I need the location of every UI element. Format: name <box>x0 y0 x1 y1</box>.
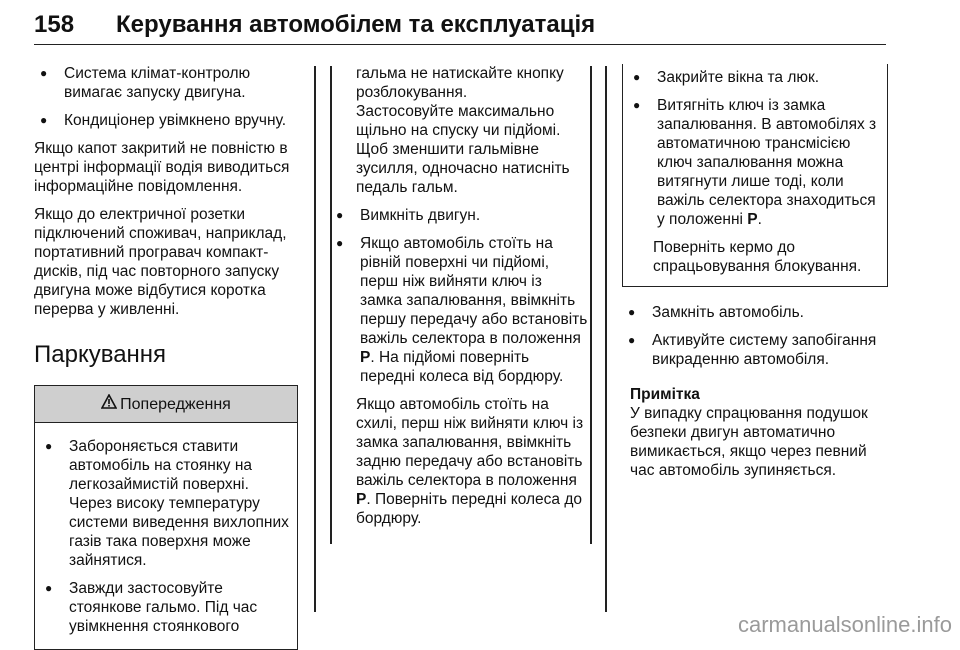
watermark: carmanualsonline.info <box>737 612 952 637</box>
paragraph: Якщо капот закритий не повністю в центрі інформації водія виводиться інформаційне повідомлення. <box>34 140 290 195</box>
warning-box-edge <box>330 66 332 544</box>
page-header <box>34 6 886 45</box>
warning-box-end <box>622 64 888 287</box>
note-title: Примітка <box>630 386 700 403</box>
page-title: Керування автомобілем та експлуатація <box>116 11 596 38</box>
warning-box-edge <box>590 66 592 544</box>
list-item: ● Забороняється ставити автомобіль на стоянку на легкозаймистій поверхні. Через високу температуру системи виведення вихлопних газів така поверхня може зайнятися. <box>39 437 291 570</box>
warning-continuation: гальма не натискайте кнопку розблокування. <box>356 65 564 101</box>
list-item: ● Кондиціонер увімкнено вручну. <box>34 111 298 130</box>
column-divider-1 <box>314 66 316 612</box>
section-title: Паркування <box>34 341 167 368</box>
list-item: ● Закрийте вікна та люк. <box>627 68 881 87</box>
column-2 <box>330 64 588 528</box>
paragraph: Поверніть кермо до спрацьовування блокування. <box>653 239 862 275</box>
warning-icon <box>101 394 117 414</box>
paragraph: Якщо автомобіль стоїть на схилі, перш ніж вийняти ключ із замка запалювання, ввімкніть задню передачу або встановіть важіль селектора в положення P. Поверніть передні колеса до бордюру. <box>356 396 584 527</box>
list-item: ● Замкніть автомобіль. <box>622 303 888 322</box>
note-text: У випадку спрацювання подушок безпеки двигун автоматично вимикається, якщо через певний час автомобіль зупиняється. <box>630 405 868 479</box>
column-1 <box>34 64 298 650</box>
list-item: ● Витягніть ключ із замка запалювання. В автомобілях з автоматичною трансмісією ключ запалювання можна витягнути лише тоді, коли важіль селектора знаходиться у положенні P. <box>627 96 881 229</box>
column-divider-2 <box>605 66 607 612</box>
list-item: ● Вимкніть двигун. <box>330 206 588 225</box>
page-number: 158 <box>34 11 75 38</box>
column-3 <box>622 64 888 480</box>
warning-header <box>35 385 297 423</box>
warning-title: Попередження <box>120 395 231 413</box>
list-item: ● Якщо автомобіль стоїть на рівній поверхні чи підйомі, перш ніж вийняти ключ із замка запалювання, ввімкніть першу передачу або встановіть важіль селектора в положення P. На підйомі поверніть передні колеса від бордюру. <box>330 234 588 386</box>
warning-continuation: Застосовуйте максимально щільно на спуску чи підйомі. Щоб зменшити гальмівне зусилля, одночасно натисніть педаль гальм. <box>356 103 570 196</box>
list-item: ● Завжди застосовуйте стоянкове гальмо. Під час увімкнення стоянкового <box>39 579 291 636</box>
list-item: ● Активуйте систему запобігання викраденню автомобіля. <box>622 331 888 369</box>
list-item: ● Система клімат-контролю вимагає запуску двигуна. <box>34 64 298 102</box>
paragraph: Якщо до електричної розетки підключений споживач, наприклад, портативний програвач компакт-дисків, під час повторного запуску двигуна може відбутися коротка перерва у живленні. <box>34 206 287 318</box>
warning-box <box>34 385 298 650</box>
